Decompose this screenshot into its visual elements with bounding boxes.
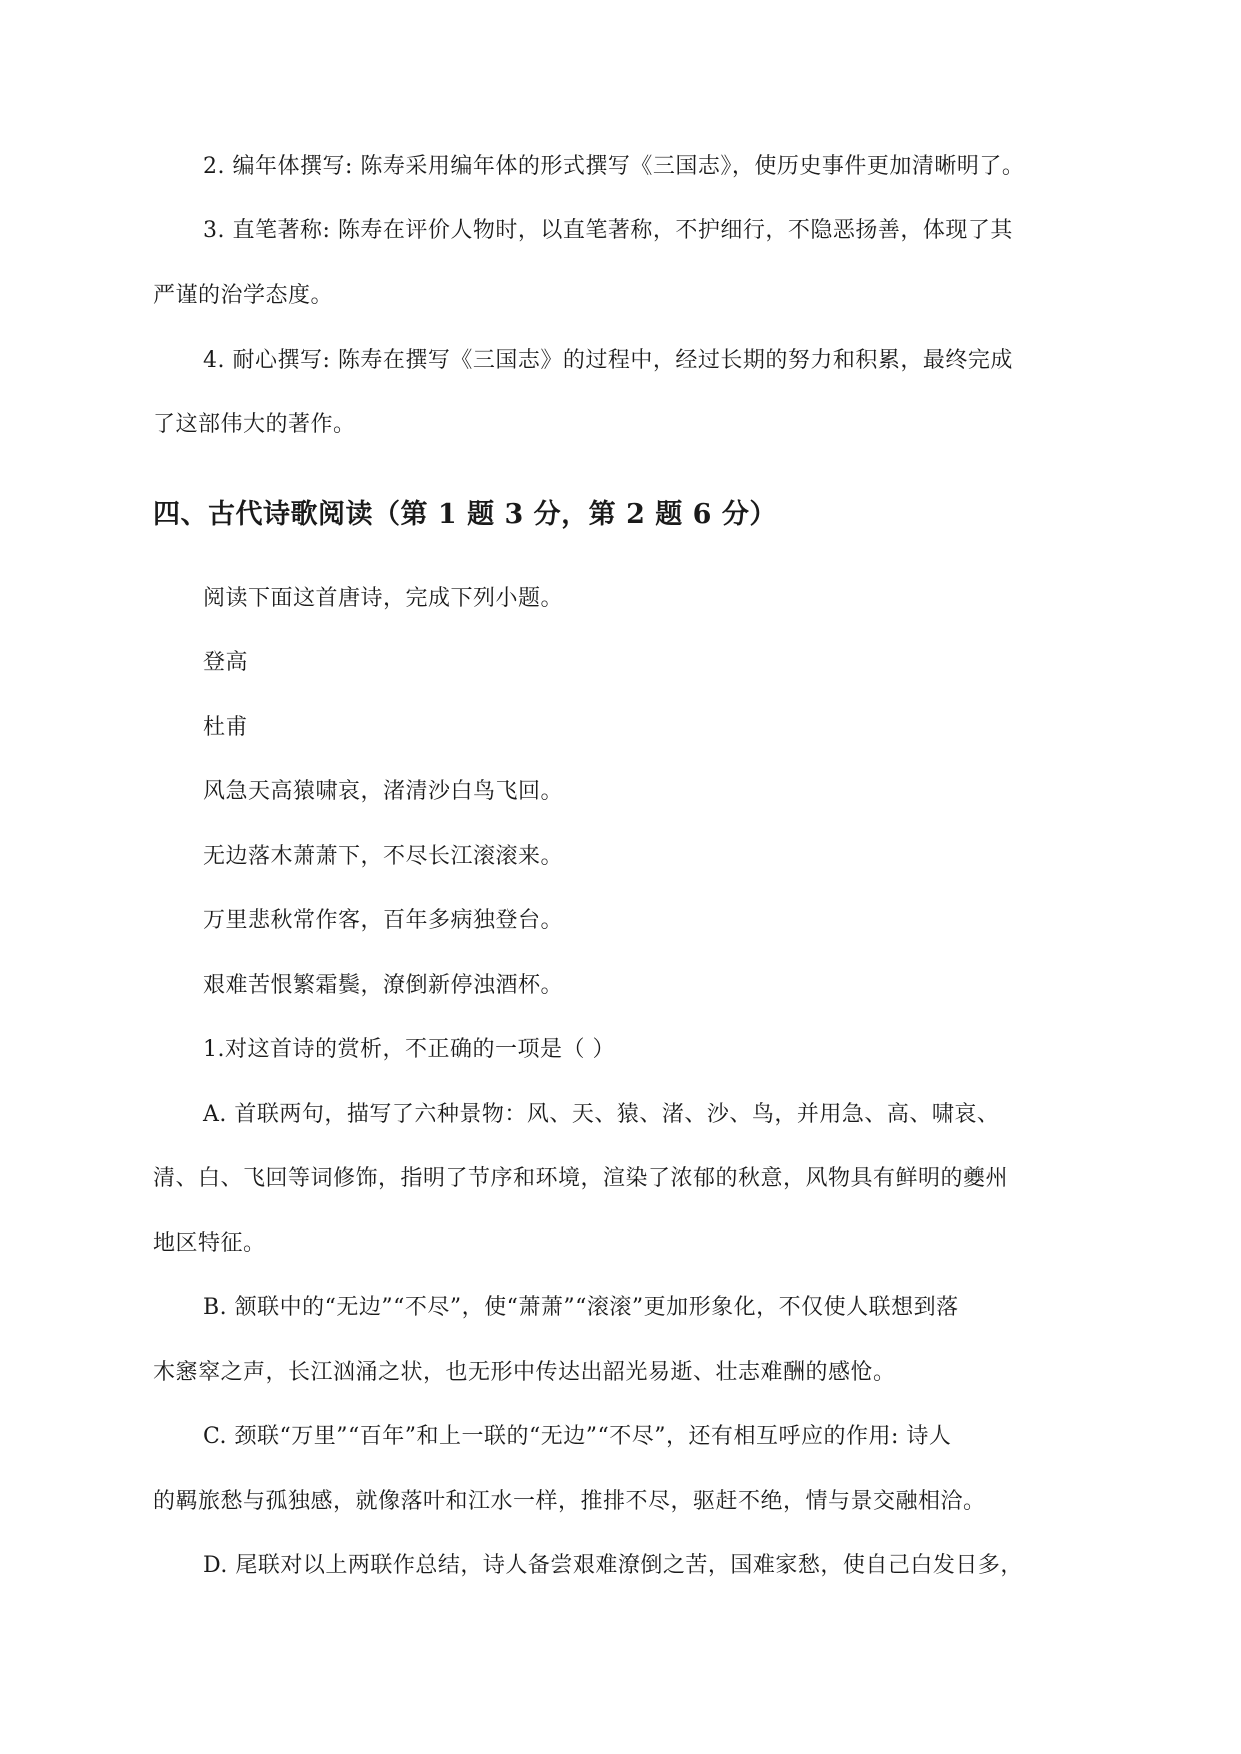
option-a-line-2: 清、白、飞回等词修饰，指明了节序和环境，渲染了浓郁的秋意，风物具有鲜明的夔州	[153, 1166, 1009, 1191]
list-item-3-line-1: 3. 直笔著称: 陈寿在评价人物时，以直笔著称，不护细行，不隐恶扬善，体现了其	[203, 218, 1013, 243]
question-stem: 1.对这首诗的赏析，不正确的一项是（ ）	[203, 1037, 615, 1062]
option-c-line-2: 的羁旅愁与孤独感，就像落叶和江水一样，推排不尽，驱赶不绝，情与景交融相洽。	[153, 1489, 986, 1514]
list-item-4-line-2: 了这部伟大的著作。	[153, 412, 356, 437]
poem-author: 杜甫	[203, 715, 249, 740]
option-d-line-1: D. 尾联对以上两联作总结，诗人备尝艰难潦倒之苦，国难家愁，使自己白发日多，	[203, 1553, 1023, 1578]
option-b-line-1: B. 颔联中的“无边”“不尽”，使“萧萧”“滚滚”更加形象化，不仅使人联想到落	[203, 1295, 959, 1320]
option-c-line-1: C. 颈联“万里”“百年”和上一联的“无边”“不尽”，还有相互呼应的作用: 诗人	[203, 1424, 952, 1449]
list-item-2: 2. 编年体撰写: 陈寿采用编年体的形式撰写《三国志》，使历史事件更加清晰明了。	[203, 154, 1025, 179]
reading-instruction: 阅读下面这首唐诗，完成下列小题。	[203, 586, 564, 611]
list-item-3-line-2: 严谨的治学态度。	[153, 283, 334, 308]
option-a-line-1: A. 首联两句，描写了六种景物：风、天、猿、渚、沙、鸟，并用急、高、啸哀、	[203, 1102, 1000, 1127]
poem-line: 风急天高猿啸哀，渚清沙白鸟飞回。	[203, 779, 564, 804]
poem-title: 登高	[203, 650, 249, 675]
poem-line: 万里悲秋常作客，百年多病独登台。	[203, 908, 564, 933]
list-item-4-line-1: 4. 耐心撰写: 陈寿在撰写《三国志》的过程中，经过长期的努力和积累，最终完成	[203, 348, 1013, 373]
option-b-line-2: 木窸窣之声，长江汹涌之状，也无形中传达出韶光易逝、壮志难酬的感怆。	[153, 1360, 896, 1385]
option-a-line-3: 地区特征。	[153, 1231, 266, 1256]
section-heading: 四、古代诗歌阅读（第 1 题 3 分，第 2 题 6 分）	[153, 499, 777, 530]
poem-line: 无边落木萧萧下，不尽长江滚滚来。	[203, 844, 564, 869]
poem-line: 艰难苦恨繁霜鬓，潦倒新停浊酒杯。	[203, 973, 564, 998]
